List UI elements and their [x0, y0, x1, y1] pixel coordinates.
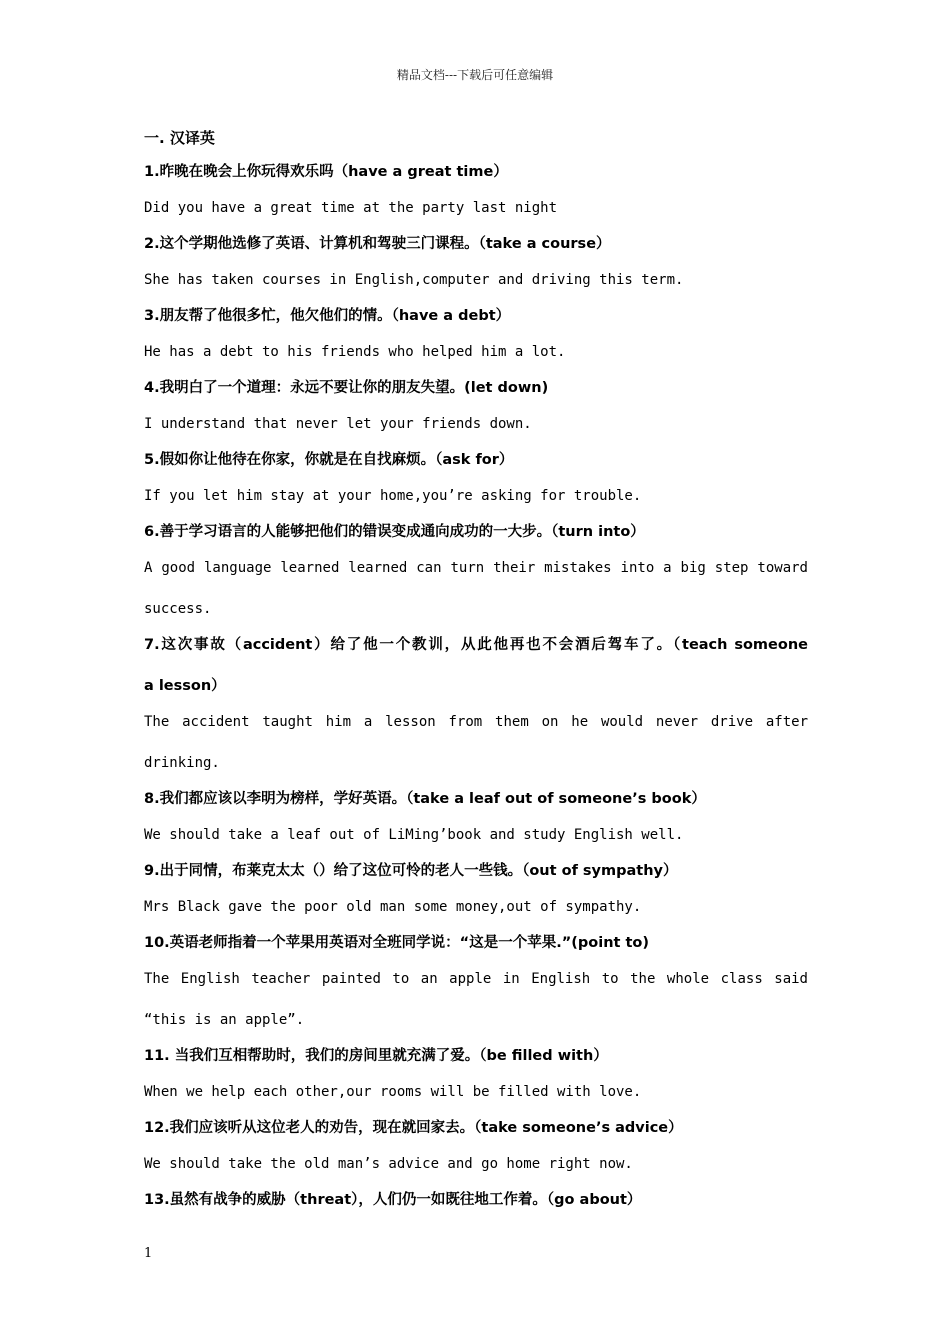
answer-5: If you let him stay at your home,you’re asking for trouble. [144, 488, 642, 504]
question-7-line-2: a lesson） [144, 678, 226, 694]
question-4: 4.我明白了一个道理：永远不要让你的朋友失望。(let down) [144, 380, 549, 396]
question-11: 11. 当我们互相帮助时，我们的房间里就充满了爱。（be filled with） [144, 1048, 608, 1064]
question-2: 2.这个学期他选修了英语、计算机和驾驶三门课程。（take a course） [144, 236, 611, 252]
document-body [144, 126, 808, 1226]
answer-6-line-1: A good language learned learned can turn their mistakes into a big step toward [144, 560, 808, 576]
answer-8: We should take a leaf out of LiMing’book and study English well. [144, 827, 684, 843]
answer-7-line-2: drinking. [144, 755, 220, 771]
question-13: 13.虽然有战争的威胁（threat），人们仍一如既往地工作着。（go about） [144, 1192, 642, 1208]
section-title: 一. 汉译英 [144, 129, 215, 147]
question-12: 12.我们应该听从这位老人的劝告，现在就回家去。（take someone’s advice） [144, 1120, 683, 1136]
question-7-line-1: 7.这次事故（accident）给了他一个教训，从此他再也不会酒后驾车了。（teach someone [144, 637, 808, 653]
question-6: 6.善于学习语言的人能够把他们的错误变成通向成功的一大步。（turn into） [144, 524, 645, 540]
page-number: 1 [144, 1246, 153, 1261]
question-5: 5.假如你让他待在你家，你就是在自找麻烦。（ask for） [144, 452, 514, 468]
answer-12: We should take the old man’s advice and go home right now. [144, 1156, 633, 1172]
question-10: 10.英语老师指着一个苹果用英语对全班同学说：“这是一个苹果.”(point to) [144, 935, 650, 951]
answer-1: Did you have a great time at the party last night [144, 200, 558, 216]
answer-4: I understand that never let your friends down. [144, 416, 532, 432]
question-9: 9.出于同情，布莱克太太（）给了这位可怜的老人一些钱。（out of sympathy） [144, 863, 678, 879]
answer-2: She has taken courses in English,computer and driving this term. [144, 272, 684, 288]
question-1: 1.昨晚在晚会上你玩得欢乐吗（have a great time） [144, 164, 508, 180]
answer-6-line-2: success. [144, 601, 212, 617]
page-header: 精品文档---下载后可任意编辑 [396, 68, 554, 82]
answer-9: Mrs Black gave the poor old man some money,out of sympathy. [144, 899, 642, 915]
question-3: 3.朋友帮了他很多忙，他欠他们的情。（have a debt） [144, 308, 511, 324]
answer-10-line-2: “this is an apple”. [144, 1012, 305, 1028]
answer-7-line-1: The accident taught him a lesson from them on he would never drive after [144, 714, 808, 730]
answer-11: When we help each other,our rooms will be filled with love. [144, 1084, 642, 1100]
answer-3: He has a debt to his friends who helped him a lot. [144, 344, 566, 360]
answer-10-line-1: The English teacher painted to an apple in English to the whole class said [144, 971, 808, 987]
question-8: 8.我们都应该以李明为榜样，学好英语。（take a leaf out of someone’s book） [144, 791, 706, 807]
